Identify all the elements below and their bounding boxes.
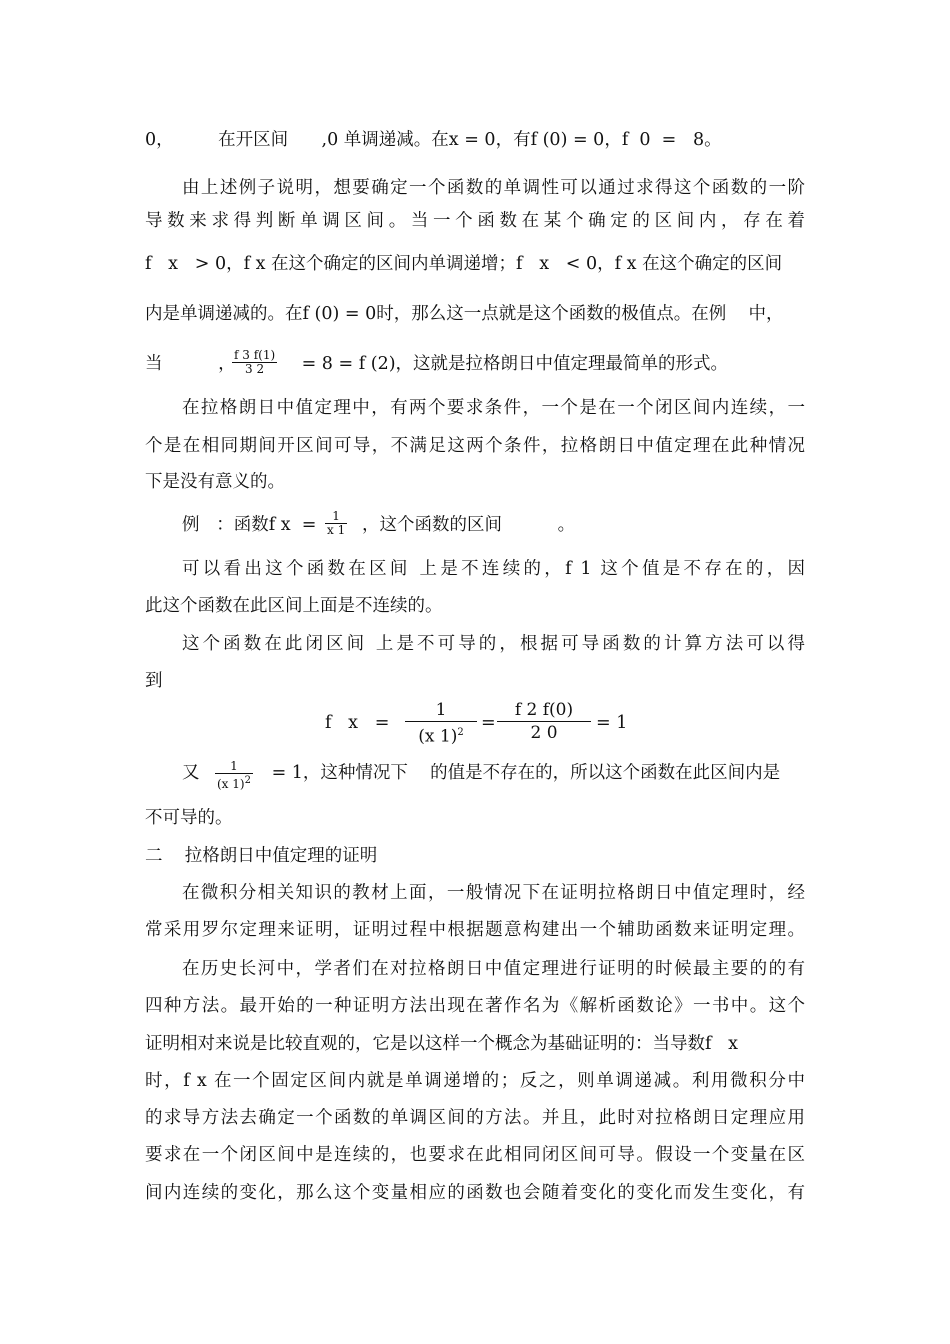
equation-numerator: 1	[405, 699, 477, 722]
paragraph-line: 又	[182, 763, 200, 783]
fraction-denominator: 3 2	[245, 362, 265, 376]
paragraph-line: 常采用罗尔定理来证明，证明过程中根据题意构建出一个辅助函数来证明定理。	[145, 920, 805, 940]
paragraph-line: 在微积分相关知识的教材上面，一般情况下在证明拉格朗日中值定理时，经	[182, 883, 805, 903]
paragraph-line: 到	[145, 671, 163, 691]
paragraph-line: 的求导方法去确定一个函数的单调区间的方法。并且，此时对拉格朗日定理应用	[145, 1108, 805, 1128]
paragraph-line: 在历史长河中，学者们在对拉格朗日中值定理进行证明的时候最主要的的有	[182, 959, 805, 979]
paragraph-line: 要求在一个闭区间中是连续的，也要求在此相同闭区间可导。假设一个变量在区	[145, 1145, 805, 1165]
equation-denominator: 2 0	[530, 723, 558, 743]
paragraph-line: = 8 = f (2)，这就是拉格朗日中值定理最简单的形式。	[296, 354, 729, 374]
text-line: 0， 在开区间 ,0 单调递减。在x = 0，有f (0) = 0，f 0 = 8。	[145, 130, 722, 150]
denominator-exponent: 2	[457, 727, 464, 738]
equation-fraction	[405, 699, 477, 748]
paragraph-line: 这个函数在此闭区间 上是不可导的，根据可导函数的计算方法可以得	[182, 634, 805, 654]
fraction-numerator: 1	[325, 510, 347, 524]
fraction-expression	[215, 760, 253, 791]
paragraph-line: 不可导的。	[145, 808, 233, 828]
paragraph-line: 内是单调递减的。在f (0) = 0时，那么这一点就是这个函数的极值点。在例 中，	[145, 304, 784, 324]
paragraph-line: 间内连续的变化，那么这个变量相应的函数也会随着变化的变化而发生变化，有	[145, 1183, 805, 1203]
paragraph-line: 证明相对来说是比较直观的，它是以这样一个概念为基础证明的：当导数f x	[145, 1034, 739, 1054]
paragraph-line: 导数来求得判断单调区间。当一个函数在某个确定的区间内，存在着	[145, 211, 805, 231]
denominator-base: (x 1)	[217, 777, 245, 791]
paragraph-line: 时，f x 在一个固定区间内就是单调递增的；反之，则单调递减。利用微积分中	[145, 1071, 805, 1091]
equation-rhs: = 1	[596, 713, 628, 733]
fraction-expression	[325, 510, 347, 537]
paragraph-line: 此这个函数在此区间上面是不连续的。	[145, 596, 443, 616]
paragraph-line: = 1，这种情况下 的值是不存在的，所以这个函数在此区间内是	[266, 763, 781, 783]
fraction-numerator: f 3 f(1)	[234, 348, 276, 362]
section-heading: 二 拉格朗日中值定理的证明	[145, 846, 378, 866]
fraction-numerator: 1	[215, 760, 253, 774]
paragraph-line: f x > 0，f x 在这个确定的区间内单调递增；f x < 0，f x 在这个确定的区间	[145, 254, 783, 274]
paragraph-line: 四种方法。最开始的一种证明方法出现在著作名为《解析函数论》一书中。这个	[145, 996, 805, 1016]
denominator-exponent: 2	[244, 775, 251, 786]
example-line: ，这个函数的区间 。	[362, 515, 576, 535]
equation-numerator: f 2 f(0)	[497, 699, 591, 722]
equation-denominator	[405, 722, 477, 748]
fraction-denominator	[215, 774, 253, 791]
example-line: 例 ：函数f x =	[182, 515, 322, 535]
equals-sign: =	[481, 713, 496, 733]
equation-fraction	[497, 699, 591, 744]
denominator-base: (x 1)	[418, 726, 458, 747]
paragraph-line: 当 ，	[145, 354, 236, 374]
fraction-expression	[232, 349, 277, 376]
paragraph-line: 由上述例子说明，想要确定一个函数的单调性可以通过求得这个函数的一阶	[182, 178, 805, 198]
paragraph-line: 个是在相同期间开区间可导，不满足这两个条件，拉格朗日中值定理在此种情况	[145, 436, 805, 456]
paragraph-line: 可以看出这个函数在区间 上是不连续的，f 1 这个值是不存在的，因	[182, 559, 805, 579]
fraction-denominator: x 1	[327, 523, 346, 537]
equation-lhs: f x =	[325, 713, 390, 733]
paragraph-line: 下是没有意义的。	[145, 472, 285, 492]
paragraph-line: 在拉格朗日中值定理中，有两个要求条件，一个是在一个闭区间内连续，一	[182, 398, 805, 418]
